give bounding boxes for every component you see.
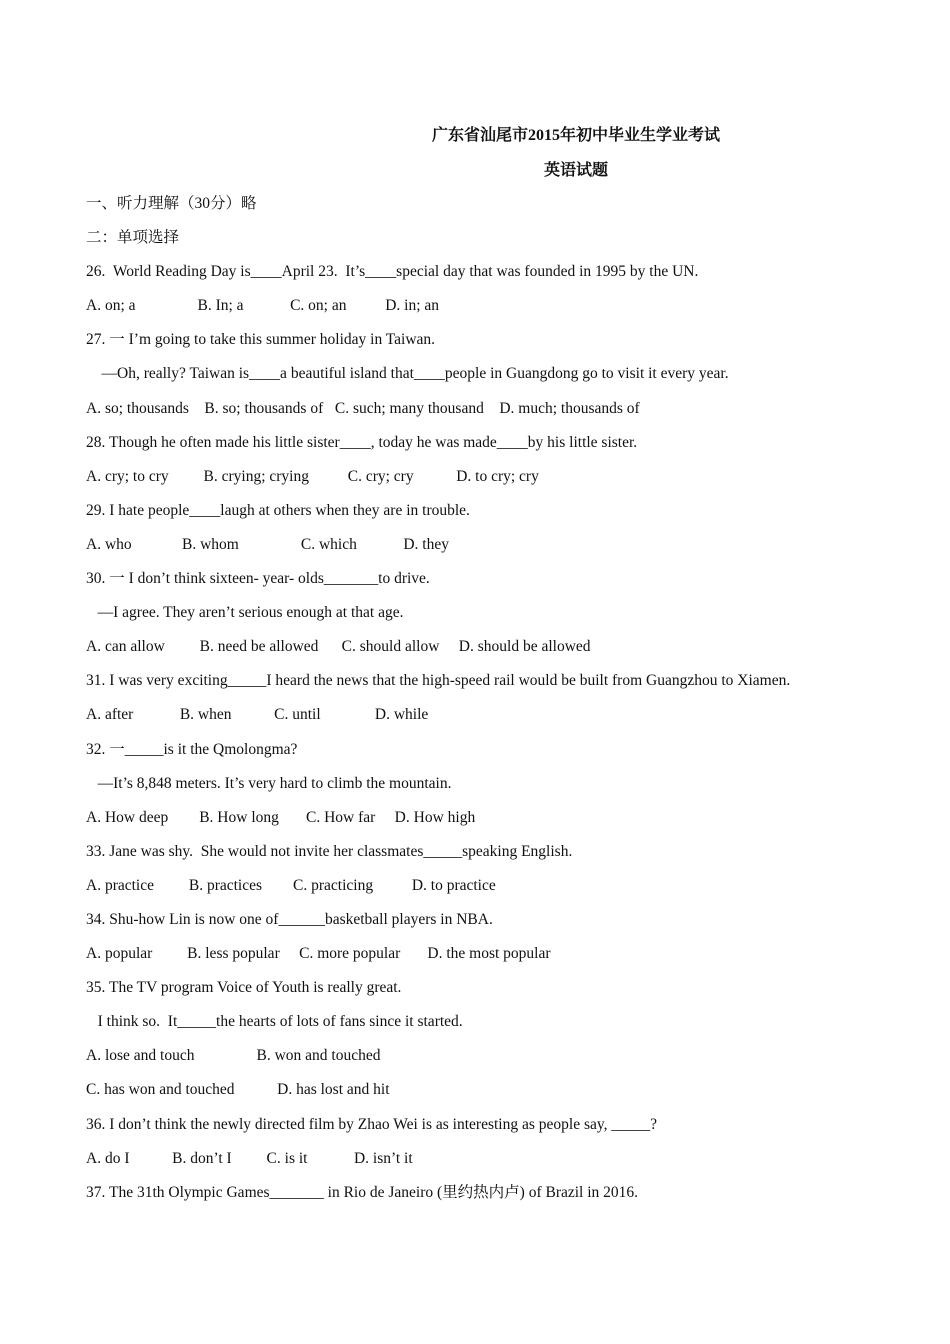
options-33: A. practice B. practices C. practicing D. to practice xyxy=(86,876,496,894)
section-heading-single-choice: 二：单项选择 xyxy=(86,229,180,247)
options-35-row-1: A. lose and touch B. won and touched xyxy=(86,1047,381,1065)
options-26: A. on; a B. In; a C. on; an D. in; an xyxy=(86,297,440,315)
options-36: A. do I B. don’t I C. is it D. isn’t it xyxy=(86,1149,413,1167)
question-28: 28. Though he often made his little sister____, today he was made____by his little sister. xyxy=(86,433,638,451)
question-30: 30. 一 I don’t think sixteen- year- olds_______to drive. xyxy=(86,570,430,588)
exam-title: 广东省汕尾市2015年初中毕业生学业考试 xyxy=(431,127,720,144)
question-32: 32. 一_____is it the Qmolongma? xyxy=(86,740,298,758)
question-27-reply: —Oh, really? Taiwan is____a beautiful island that____people in Guangdong go to visit it every year. xyxy=(86,365,729,383)
options-31: A. after B. when C. until D. while xyxy=(86,706,429,724)
question-35: 35. The TV program Voice of Youth is really great. xyxy=(86,979,402,997)
exam-subtitle: 英语试题 xyxy=(543,162,608,179)
options-28: A. cry; to cry B. crying; crying C. cry; cry D. to cry; cry xyxy=(86,467,539,485)
question-35-reply: I think so. It_____the hearts of lots of fans since it started. xyxy=(86,1013,463,1031)
options-30: A. can allow B. need be allowed C. should allow D. should be allowed xyxy=(86,638,591,656)
question-31: 31. I was very exciting_____I heard the news that the high-speed rail would be built from Guangzhou to Xiamen. xyxy=(86,672,791,690)
options-32: A. How deep B. How long C. How far D. How high xyxy=(86,808,476,826)
question-33: 33. Jane was shy. She would not invite her classmates_____speaking English. xyxy=(86,842,573,860)
section-heading-listening: 一、听力理解（30分）略 xyxy=(86,195,257,212)
options-35-row-2: C. has won and touched D. has lost and hit xyxy=(86,1081,390,1099)
question-34: 34. Shu-how Lin is now one of______basketball players in NBA. xyxy=(86,910,493,928)
question-29: 29. I hate people____laugh at others when they are in trouble. xyxy=(86,501,470,519)
options-27: A. so; thousands B. so; thousands of C. such; many thousand D. much; thousands of xyxy=(86,399,640,417)
question-27: 27. 一 I’m going to take this summer holiday in Taiwan. xyxy=(86,331,436,349)
options-34: A. popular B. less popular C. more popular D. the most popular xyxy=(86,945,551,963)
options-29: A. who B. whom C. which D. they xyxy=(86,535,449,553)
question-26: 26. World Reading Day is____April 23. It’s____special day that was founded in 1995 by the UN. xyxy=(86,263,699,281)
question-32-reply: —It’s 8,848 meters. It’s very hard to climb the mountain. xyxy=(86,774,452,792)
question-36: 36. I don’t think the newly directed film by Zhao Wei is as interesting as people say, _____? xyxy=(86,1115,657,1133)
question-30-reply: —I agree. They aren’t serious enough at that age. xyxy=(86,604,404,622)
question-37: 37. The 31th Olympic Games_______ in Rio de Janeiro (里约热内卢) of Brazil in 2016. xyxy=(86,1183,639,1201)
exam-content xyxy=(86,194,916,1217)
